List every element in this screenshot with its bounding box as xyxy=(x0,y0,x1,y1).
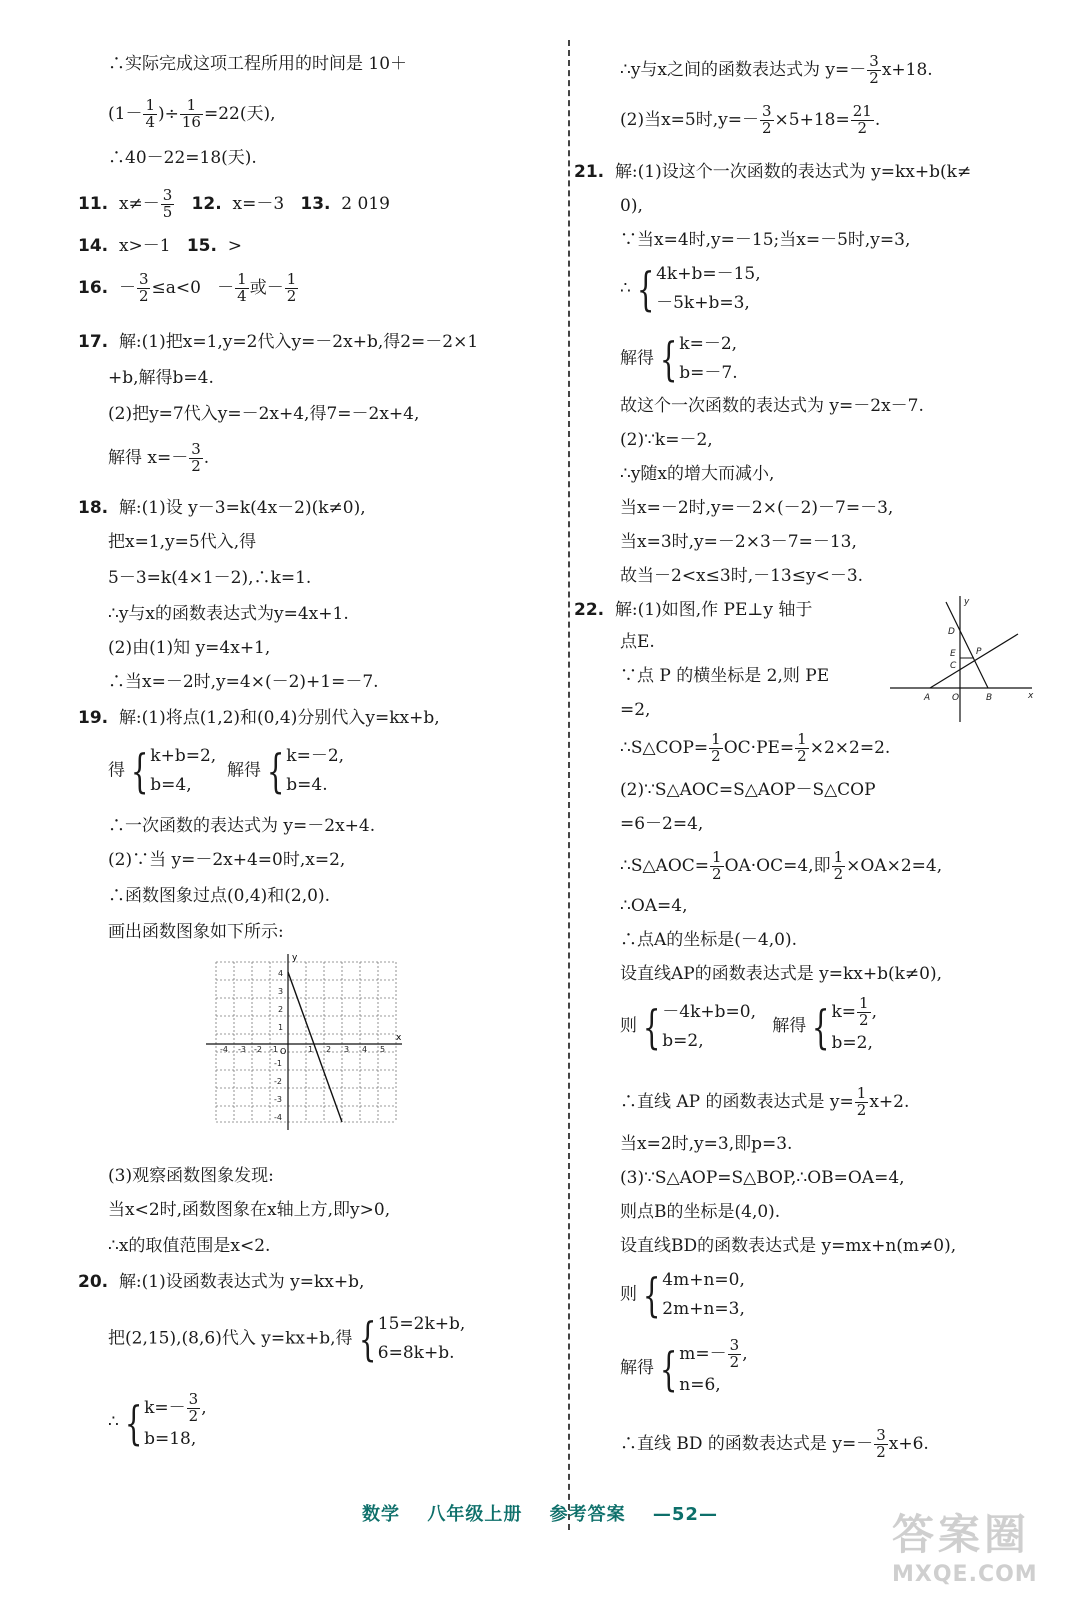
label-d: D xyxy=(948,627,955,637)
denominator: 2 xyxy=(869,68,879,87)
question-number: 12. xyxy=(191,193,222,214)
text: ∴直线 AP 的函数表达式是 y= xyxy=(620,1091,854,1112)
system-line xyxy=(620,996,877,1057)
fraction xyxy=(728,1338,742,1371)
solution-20-line xyxy=(78,1272,364,1292)
brace: { xyxy=(124,1395,143,1450)
text: 解得 xyxy=(620,348,654,369)
text: 解:(1)将点(1,2)和(0,4)分别代入y=kx+b, xyxy=(118,708,440,728)
numerator: 3 xyxy=(869,52,879,70)
text: 把(2,15),(8,6)代入 y=kx+b,得 xyxy=(108,1328,353,1349)
footer-grade: 八年级上册 xyxy=(427,1504,523,1525)
system-line xyxy=(108,742,344,800)
system-line xyxy=(108,1392,207,1453)
numerator: 3 xyxy=(876,1426,886,1444)
fraction-line xyxy=(108,98,276,131)
numerator: 1 xyxy=(797,730,807,748)
equation: k= $\frac{1}{2}$ , xyxy=(831,994,877,1029)
equation: b=2, xyxy=(831,1032,873,1053)
answer: x>－1 xyxy=(118,236,171,256)
text: 解得 xyxy=(620,1358,654,1379)
question-number: 20. xyxy=(78,1272,109,1292)
text: ∴S△AOC= xyxy=(620,855,710,876)
origin-label: O xyxy=(280,1047,287,1056)
text: 得 xyxy=(108,760,125,781)
text-line: ∴OA=4, xyxy=(620,896,688,916)
equation: k=－ $\frac{3}{2}$ , xyxy=(144,1390,207,1425)
tick: 1 xyxy=(308,1045,314,1054)
text-line: (3)∵S△AOP=S△BOP,∴OB=OA=4, xyxy=(620,1168,905,1188)
tick: -2 xyxy=(274,1077,282,1086)
equation: 2m+n=3, xyxy=(662,1298,745,1319)
graph-line xyxy=(288,972,342,1122)
text-line: (2)∵k=－2, xyxy=(620,430,713,450)
equation: n=6, xyxy=(679,1374,721,1395)
numerator: 1 xyxy=(180,98,203,115)
text: ×2×2=2. xyxy=(809,737,891,758)
numerator: 3 xyxy=(191,440,201,458)
answers-14-15 xyxy=(78,236,242,256)
fraction xyxy=(874,1428,888,1461)
text: x+2. xyxy=(869,1091,910,1112)
solution-21-line xyxy=(574,162,971,182)
question-number: 16. xyxy=(78,277,109,298)
equation: b=2, xyxy=(662,1030,704,1051)
numerator: 1 xyxy=(145,96,155,114)
label-a: A xyxy=(924,693,931,703)
x-axis-label: x xyxy=(396,1033,402,1043)
tick: -3 xyxy=(238,1045,246,1054)
solution-18-line xyxy=(78,498,366,518)
numerator: 3 xyxy=(761,102,772,120)
text: x+6. xyxy=(888,1433,929,1454)
watermark-title: 答案圈 xyxy=(892,1510,1031,1559)
system xyxy=(656,260,761,318)
fraction xyxy=(137,272,151,305)
system xyxy=(378,1310,466,1368)
fraction xyxy=(189,442,203,475)
text: OC·PE= xyxy=(723,737,795,758)
tick: -2 xyxy=(254,1045,262,1054)
question-number: 22. xyxy=(574,600,605,620)
text: － xyxy=(217,277,235,298)
footer-subject: 数学 xyxy=(362,1504,401,1525)
text-line: 设直线AP的函数表达式是 y=kx+b(k≠0), xyxy=(620,964,943,984)
numerator: 3 xyxy=(729,1336,740,1354)
text-line: ∴40－22=18(天). xyxy=(108,148,257,168)
fraction-line: 解得 x=－ $\frac{3}{2}$ . xyxy=(108,440,210,475)
fraction xyxy=(795,732,809,765)
denominator: 2 xyxy=(859,1010,869,1029)
text: 解:(1)设 y－3=k(4x－2)(k≠0), xyxy=(118,498,366,518)
solution-22-line xyxy=(574,600,812,620)
system xyxy=(662,1266,745,1324)
numerator: 1 xyxy=(859,994,869,1012)
text-line: ∴函数图象过点(0,4)和(2,0). xyxy=(108,886,331,906)
denominator: 2 xyxy=(138,286,149,305)
denominator: 2 xyxy=(188,1406,199,1425)
tick: 2 xyxy=(278,1005,284,1014)
text: － xyxy=(118,277,136,298)
solution-19-line xyxy=(78,708,440,728)
denominator: 2 xyxy=(876,1442,886,1461)
text: k= xyxy=(831,1001,857,1022)
equation: 6=8k+b. xyxy=(377,1342,455,1363)
fraction-line xyxy=(620,1428,929,1461)
text: m=－ xyxy=(679,1343,727,1364)
text: =22(天), xyxy=(203,103,276,124)
system xyxy=(679,330,737,388)
fraction-line xyxy=(620,850,942,883)
solution-17-line xyxy=(78,332,478,352)
equation: b=－7. xyxy=(679,362,738,383)
numerator: 1 xyxy=(711,730,721,748)
answer: 2 019 xyxy=(341,193,390,214)
fraction-line xyxy=(620,1086,909,1119)
fraction xyxy=(867,54,881,87)
label-y: y xyxy=(964,597,970,607)
tick: 3 xyxy=(344,1045,350,1054)
text-line: ∵点 P 的横坐标是 2,则 PE xyxy=(620,666,830,686)
text: 解得 x=－ xyxy=(108,447,189,468)
fraction-line xyxy=(620,54,933,87)
answers-16 xyxy=(78,272,299,305)
denominator: 4 xyxy=(145,112,155,131)
text-line: 故当－2<x≤3时,－13≤y<－3. xyxy=(620,566,864,586)
text: ≤a<0 xyxy=(151,277,201,298)
text: ×OA×2=4, xyxy=(846,855,943,876)
numerator: 3 xyxy=(188,1390,199,1408)
equation: b=18, xyxy=(144,1428,197,1449)
numerator: 3 xyxy=(162,186,173,204)
fraction-line: (2)当x=5时,y=－ $\frac{3}{2}$ ×5+18= $\frac{21}{2}$ . xyxy=(620,102,881,137)
brace: { xyxy=(812,999,830,1054)
text-line: +b,解得b=4. xyxy=(108,368,214,388)
brace: { xyxy=(266,743,285,798)
denominator: 2 xyxy=(797,746,807,765)
denominator: 16 xyxy=(181,112,201,131)
denominator: 2 xyxy=(712,864,722,883)
text-line: (3)观察函数图象发现: xyxy=(108,1166,274,1186)
text-line: =2, xyxy=(620,700,651,720)
text-line: 点E. xyxy=(620,632,655,652)
denominator: 2 xyxy=(286,286,297,305)
label-x: x xyxy=(1028,691,1034,701)
system xyxy=(144,1392,207,1453)
text-line: 当x=3时,y=－2×3－7=－13, xyxy=(620,532,857,552)
text: ∴S△COP= xyxy=(620,737,709,758)
tick: -4 xyxy=(220,1045,228,1054)
watermark-url: MXQE.COM xyxy=(892,1562,1038,1587)
system xyxy=(286,742,344,800)
text-line: ∴y随x的增大而减小, xyxy=(620,464,775,484)
equation: m=－ $\frac{3}{2}$ , xyxy=(679,1336,748,1371)
y-axis-label: y xyxy=(292,953,298,963)
text-line: 5－3=k(4×1－2),∴k=1. xyxy=(108,568,312,588)
label-b: B xyxy=(986,693,993,703)
text-line: 当x<2时,函数图象在x轴上方,即y>0, xyxy=(108,1200,391,1220)
column-divider xyxy=(568,40,570,1530)
tick: -3 xyxy=(274,1095,282,1104)
text: ∴直线 BD 的函数表达式是 y=－ xyxy=(620,1433,874,1454)
equation: 4m+n=0, xyxy=(662,1270,745,1290)
fraction xyxy=(760,104,774,137)
label-e: E xyxy=(950,649,956,659)
equation: k=－2, xyxy=(286,746,345,766)
question-number: 11. xyxy=(78,193,109,214)
tick: 1 xyxy=(278,1023,284,1032)
numerator: 21 xyxy=(852,102,872,120)
fraction xyxy=(851,104,874,137)
tick: 2 xyxy=(326,1045,332,1054)
text-line: ∴点A的坐标是(－4,0). xyxy=(620,930,797,950)
text: 则 xyxy=(620,1284,637,1305)
label-o: O xyxy=(952,693,960,703)
fraction xyxy=(709,732,723,765)
text-line: 把x=1,y=5代入,得 xyxy=(108,532,257,552)
tick: 3 xyxy=(278,987,284,996)
numerator: 1 xyxy=(237,270,247,288)
fraction xyxy=(180,98,203,131)
numerator: 1 xyxy=(712,848,722,866)
footer-answers: 参考答案 xyxy=(549,1504,626,1525)
equation: k=－2, xyxy=(679,334,738,354)
text: ∴ xyxy=(620,278,631,299)
question-number: 21. xyxy=(574,162,605,182)
text-line: ∴当x=－2时,y=4×(－2)+1=－7. xyxy=(108,672,379,692)
text: ∴y与x之间的函数表达式为 y=－ xyxy=(620,59,867,80)
fraction xyxy=(857,996,871,1029)
denominator: 4 xyxy=(237,286,247,305)
brace: { xyxy=(642,1267,661,1322)
text: k=－ xyxy=(144,1397,186,1418)
text: )÷ xyxy=(158,103,179,124)
text: 解:(1)把x=1,y=2代入y=－2x+b,得2=－2×1 xyxy=(118,332,479,352)
text: (1－ xyxy=(108,103,143,124)
fraction xyxy=(235,272,249,305)
answer: x=－3 xyxy=(232,193,285,214)
text: 解:(1)设这个一次函数的表达式为 y=kx+b(k≠ xyxy=(614,162,972,182)
system-line xyxy=(620,330,738,388)
fraction-line xyxy=(620,732,890,765)
fraction xyxy=(143,98,157,131)
text-line: (2)由(1)知 y=4x+1, xyxy=(108,638,271,658)
answer: > xyxy=(227,236,242,256)
fraction xyxy=(710,850,724,883)
equation: b=4, xyxy=(150,774,192,795)
numerator: 1 xyxy=(833,848,844,866)
denominator: 2 xyxy=(191,456,201,475)
text-line: (2)∵S△AOC=S△AOP－S△COP xyxy=(620,780,876,800)
equation: 4k+b=－15, xyxy=(656,264,761,284)
denominator: 2 xyxy=(856,1100,867,1119)
text-line: 设直线BD的函数表达式是 y=mx+n(m≠0), xyxy=(620,1236,957,1256)
function-graph-19 xyxy=(206,952,406,1132)
tick: 4 xyxy=(278,969,284,978)
fraction xyxy=(832,850,846,883)
text: 解:(1)如图,作 PE⊥y 轴于 xyxy=(614,600,813,620)
text: 解:(1)设函数表达式为 y=kx+b, xyxy=(118,1272,365,1292)
system-line xyxy=(620,260,761,318)
tick: -1 xyxy=(270,1045,278,1054)
label-p: P xyxy=(976,647,982,657)
fraction xyxy=(161,188,175,221)
text-line: ∴实际完成这项工程所用的时间是 10＋ xyxy=(108,54,408,74)
text-line: ∴y与x的函数表达式为y=4x+1. xyxy=(108,604,349,624)
equation: b=4. xyxy=(286,774,328,795)
denominator: 2 xyxy=(729,1352,740,1371)
text: ∴ xyxy=(108,1412,119,1433)
text: 解得 xyxy=(772,1016,807,1037)
text-line: ∵当x=4时,y=－15;当x=－5时,y=3, xyxy=(620,230,911,250)
question-number: 13. xyxy=(300,193,331,214)
triangle-figure-22 xyxy=(890,594,1036,724)
system xyxy=(662,998,756,1056)
text-line: 则点B的坐标是(4,0). xyxy=(620,1202,781,1222)
numerator: 1 xyxy=(856,1084,867,1102)
text: 或－ xyxy=(249,277,284,298)
denominator: 2 xyxy=(761,118,772,137)
brace: { xyxy=(659,1341,678,1396)
tick: -1 xyxy=(274,1059,282,1068)
text-line: (2)把y=7代入y=－2x+4,得7=－2x+4, xyxy=(108,404,420,424)
denominator: 2 xyxy=(857,118,868,137)
text-line: ∴一次函数的表达式为 y=－2x+4. xyxy=(108,816,376,836)
system-line xyxy=(620,1266,745,1324)
watermark-logo xyxy=(892,1502,1062,1587)
line-bd xyxy=(946,602,988,688)
system-line xyxy=(108,1310,465,1368)
equation: －4k+b=0, xyxy=(662,1001,756,1022)
question-number: 15. xyxy=(186,236,217,256)
label-c: C xyxy=(950,661,957,671)
text: 解得 xyxy=(227,760,261,781)
text: ×5+18= xyxy=(774,109,850,130)
text-line: =6－2=4, xyxy=(620,814,704,834)
brace: { xyxy=(659,331,678,386)
tick: -4 xyxy=(274,1113,282,1122)
fraction xyxy=(855,1086,869,1119)
fraction xyxy=(285,272,299,305)
brace: { xyxy=(642,999,661,1054)
denominator: 5 xyxy=(162,202,173,221)
system-line xyxy=(620,1338,748,1399)
question-number: 19. xyxy=(78,708,109,728)
text-line: 画出函数图象如下所示: xyxy=(108,922,284,942)
answer: x≠－ xyxy=(118,193,160,214)
text-line: (2)∵当 y=－2x+4=0时,x=2, xyxy=(108,850,346,870)
equation: －5k+b=3, xyxy=(656,292,750,313)
denominator: 2 xyxy=(711,746,721,765)
text-line: 当x=2时,y=3,即p=3. xyxy=(620,1134,793,1154)
system xyxy=(679,1338,747,1399)
denominator: 2 xyxy=(833,864,844,883)
text-line: ∴x的取值范围是x<2. xyxy=(108,1236,271,1256)
numerator: 3 xyxy=(138,270,149,288)
answers-11-13 xyxy=(78,188,390,221)
question-number: 14. xyxy=(78,236,109,256)
line-ap xyxy=(930,634,1018,688)
tick: 4 xyxy=(362,1045,368,1054)
numerator: 1 xyxy=(286,270,297,288)
fraction xyxy=(187,1392,201,1425)
text: OA·OC=4,即 xyxy=(724,855,831,876)
equation: 15=2k+b, xyxy=(377,1314,466,1334)
equation: k+b=2, xyxy=(150,746,217,766)
text-line: 当x=－2时,y=－2×(－2)－7=－3, xyxy=(620,498,894,518)
text: x+18. xyxy=(881,59,933,80)
text: (2)当x=5时,y=－ xyxy=(620,109,759,130)
brace: { xyxy=(130,743,149,798)
brace: { xyxy=(358,1311,376,1366)
system xyxy=(150,742,216,800)
text: 则 xyxy=(620,1016,637,1037)
system xyxy=(832,996,878,1057)
text-line: 故这个一次函数的表达式为 y=－2x－7. xyxy=(620,396,924,416)
tick: 5 xyxy=(380,1045,386,1054)
page-number: —52— xyxy=(652,1504,718,1525)
question-number: 17. xyxy=(78,332,109,352)
question-number: 18. xyxy=(78,498,109,518)
text-line: 0), xyxy=(620,196,643,216)
brace: { xyxy=(636,261,655,316)
